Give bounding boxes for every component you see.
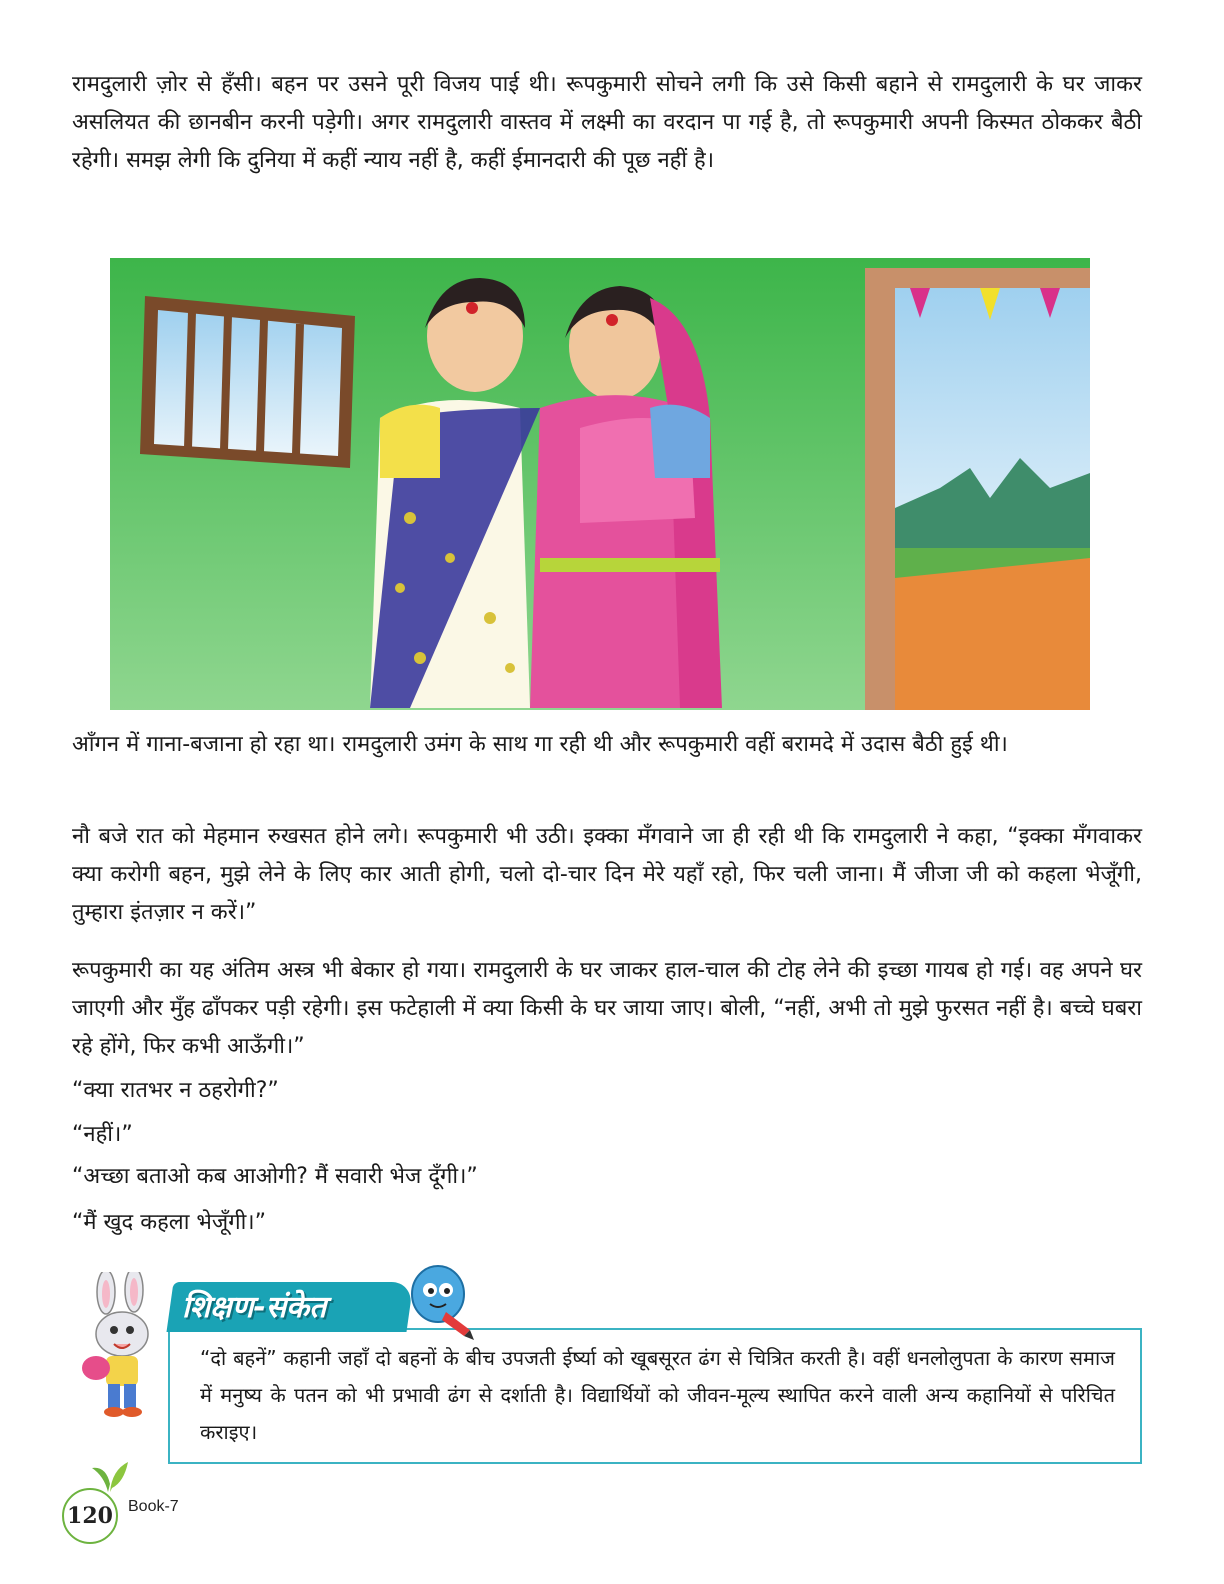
illustration-two-sisters [110, 258, 1090, 710]
teaching-tip-text: “दो बहनें” कहानी जहाँ दो बहनों के बीच उपजती ईर्ष्या को खूबसूरत ढंग से चित्रित करती है। वहीं धनलोलुपता के कारण समाज में मनुष्य के पतन को भी प्रभावी ढंग से दर्शाती है। विद्यार्थियों को जीवन-मूल्य स्थापित करने वाली अन्य कहानियों से परिचित कराइए। [200, 1346, 1115, 1444]
dialogue-line-3: “अच्छा बताओ कब आओगी? मैं सवारी भेज दूँगी।” [72, 1164, 478, 1189]
book-label: Book-7 [128, 1498, 179, 1515]
dialogue-line-2: “नहीं।” [72, 1122, 133, 1147]
doorway-view [865, 268, 1090, 710]
window [140, 296, 355, 468]
rabbit-mascot-icon [76, 1272, 168, 1422]
dialogue-line-1: “क्या रातभर न ठहरोगी?” [72, 1078, 279, 1103]
paragraph-2: आँगन में गाना-बजाना हो रहा था। रामदुलारी उमंग के साथ गा रही थी और रूपकुमारी वहीं बरामदे में उदास बैठी हुई थी। [72, 732, 1008, 757]
teaching-tip-box [168, 1328, 1142, 1464]
page-number: 120 [67, 1503, 113, 1529]
paragraph-1: रामदुलारी ज़ोर से हँसी। बहन पर उसने पूरी विजय पाई थी। रूपकुमारी सोचने लगी कि उसे किसी बहाने से रामदुलारी के घर जाकर असलियत की छानबीन करनी पड़ेगी। अगर रामदुलारी वास्तव में लक्ष्मी का वरदान पा गई है, तो रूपकुमारी अपनी किस्मत ठोककर बैठी रहेगी। समझ लेगी कि दुनिया में कहीं न्याय नहीं है, कहीं ईमानदारी की पूछ नहीं है। [72, 72, 1142, 173]
dialogue-line-4: “मैं खुद कहला भेजूँगी।” [72, 1210, 267, 1235]
teaching-tip-title: शिक्षण-संकेत [182, 1290, 327, 1325]
paragraph-4: रूपकुमारी का यह अंतिम अस्त्र भी बेकार हो गया। रामदुलारी के घर जाकर हाल-चाल की टोह लेने की इच्छा गायब हो गई। वह अपने घर जाएगी और मुँह ढाँपकर पड़ी रहेगी। इस फटेहाली में क्या किसी के घर जाया जाए। बोली, “नहीं, अभी तो मुझे फुरसत नहीं है। बच्चे घबरा रहे होंगे, फिर कभी आऊँगी।” [72, 958, 1142, 1059]
paragraph-3: नौ बजे रात को मेहमान रुखसत होने लगे। रूपकुमारी भी उठी। इक्का मँगवाने जा ही रही थी कि रामदुलारी ने कहा, “इक्का मँगवाकर क्या करोगी बहन, मुझे लेने के लिए कार आती होगी, चलो दो-चार दिन मेरे यहाँ रहो, फिर चली जाना। मैं जीजा जी को कहला भेजूँगी, तुम्हारा इंतज़ार न करें।” [72, 824, 1142, 925]
pencil-mascot-icon [406, 1262, 476, 1342]
